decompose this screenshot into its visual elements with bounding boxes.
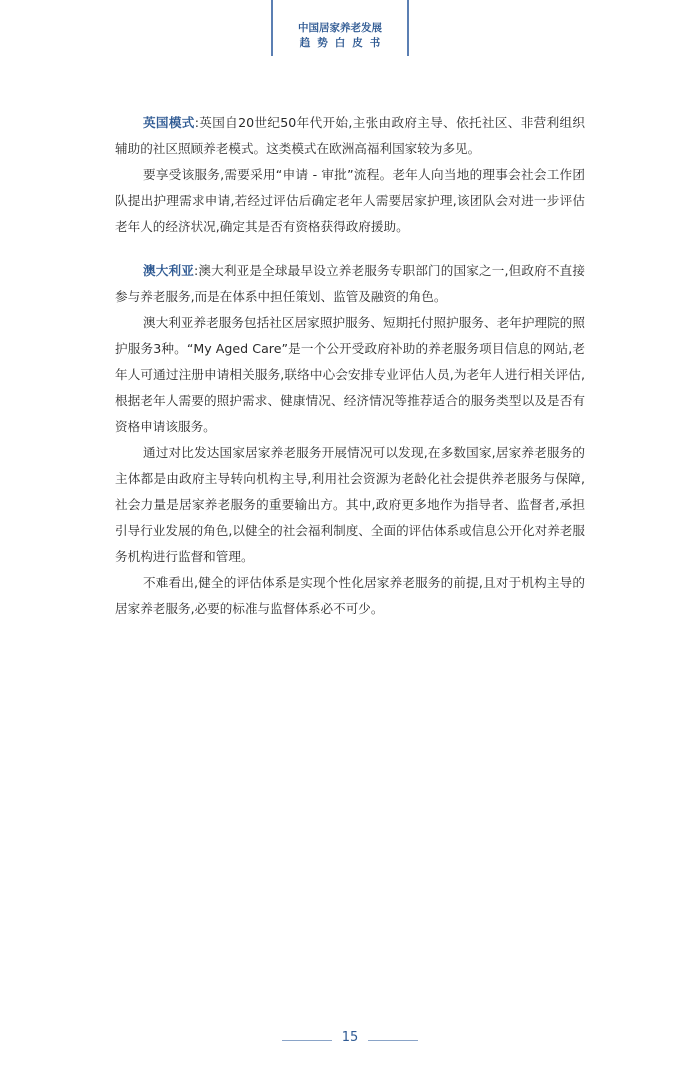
- uk-paragraph-1-text: :英国自20世纪50年代开始,主张由政府主导、依托社区、非营利组织辅助的社区照顾养老模式。这类模式在欧洲高福利国家较为多见。: [115, 115, 586, 156]
- australia-paragraph-2: 澳大利亚养老服务包括社区居家照护服务、短期托付照护服务、老年护理院的照护服务3种。“My Aged Care”是一个公开受政府补助的养老服务项目信息的网站,老年人可通过注册申请相关服务,联络中心会安排专业评估人员,为老年人进行相关评估,根据老年人需要的照护需求、健康情况、经济情况等推荐适合的服务类型以及是否有资格申请该服务。: [115, 315, 585, 434]
- uk-model-label: 英国模式: [143, 115, 195, 130]
- page-footer: [0, 1030, 700, 1050]
- running-header: [271, 0, 409, 60]
- footer-left-rule: [282, 1040, 332, 1041]
- uk-paragraph-2: 要享受该服务,需要采用“申请 - 审批”流程。老年人向当地的理事会社会工作团队提出护理需求申请,若经过评估后确定老年人需要居家护理,该团队会对进一步评估老年人的经济状况,确定其是否有资格获得政府援助。: [115, 167, 585, 234]
- header-title-line1: 中国居家养老发展: [298, 22, 382, 34]
- main-content: [115, 110, 585, 622]
- page-number: 15: [341, 1030, 359, 1045]
- australia-paragraph-1: [115, 258, 585, 310]
- uk-paragraph-1: [115, 110, 585, 162]
- summary-paragraph-1: 通过对比发达国家居家养老服务开展情况可以发现,在多数国家,居家养老服务的主体都是由政府主导转向机构主导,利用社会资源为老龄化社会提供养老服务与保障,社会力量是居家养老服务的重要输出方。其中,政府更多地作为指导者、监督者,承担引导行业发展的角色,以健全的社会福利制度、全面的评估体系或信息公开化对养老服务机构进行监督和管理。: [115, 445, 585, 564]
- footer-right-rule: [368, 1040, 418, 1041]
- summary-paragraph-2: 不难看出,健全的评估体系是实现个性化居家养老服务的前提,且对于机构主导的居家养老服务,必要的标准与监督体系必不可少。: [115, 575, 585, 616]
- australia-label: 澳大利亚: [143, 263, 195, 278]
- header-title-line2: 趋势白皮书: [299, 37, 388, 49]
- australia-paragraph-1-text: :澳大利亚是全球最早设立养老服务专职部门的国家之一,但政府不直接参与养老服务,而是在体系中担任策划、监管及融资的角色。: [115, 263, 586, 304]
